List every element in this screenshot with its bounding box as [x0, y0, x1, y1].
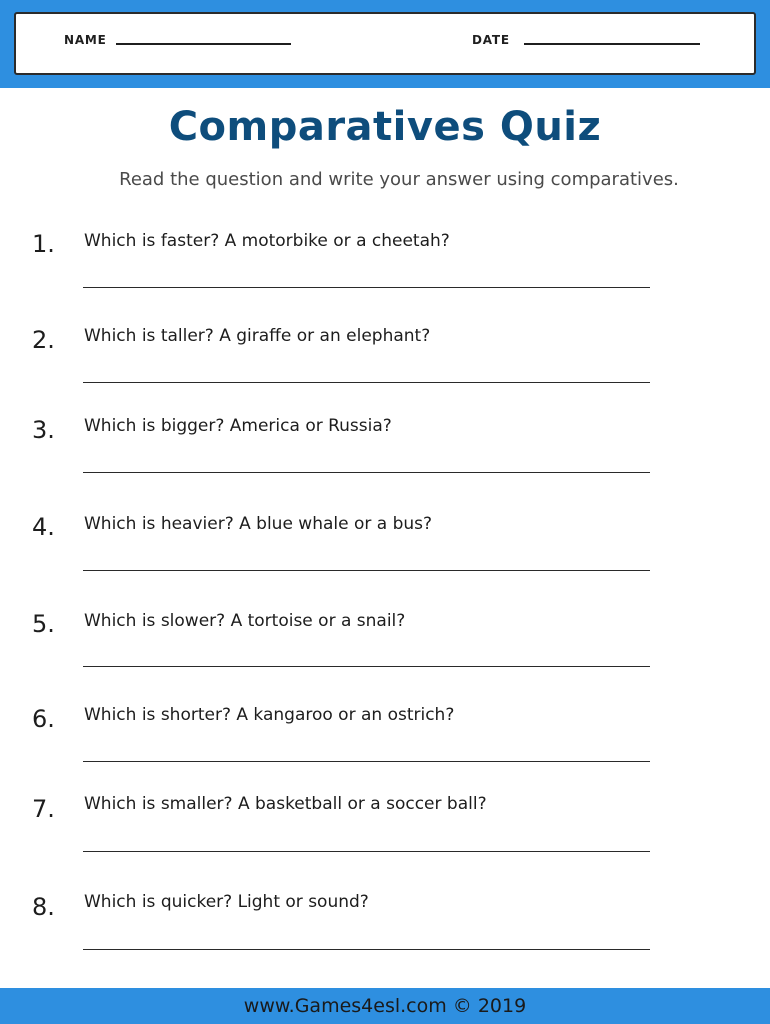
- question-number: 7.: [32, 795, 55, 823]
- question-text: Which is shorter? A kangaroo or an ostrich?: [84, 705, 455, 725]
- question-number: 5.: [32, 610, 55, 638]
- name-field[interactable]: [116, 43, 291, 45]
- answer-line[interactable]: [83, 851, 650, 852]
- answer-line[interactable]: [83, 570, 650, 571]
- question-number: 8.: [32, 893, 55, 921]
- question-number: 1.: [32, 230, 55, 258]
- question-text: Which is bigger? America or Russia?: [84, 416, 392, 436]
- answer-line[interactable]: [83, 287, 650, 288]
- question-text: Which is quicker? Light or sound?: [84, 892, 369, 912]
- answer-line[interactable]: [83, 382, 650, 383]
- question-text: Which is slower? A tortoise or a snail?: [84, 611, 406, 631]
- answer-line[interactable]: [83, 949, 650, 950]
- question-text: Which is taller? A giraffe or an elephant?: [84, 326, 431, 346]
- footer-credit: www.Games4esl.com © 2019: [243, 995, 527, 1017]
- answer-line[interactable]: [83, 472, 650, 473]
- question-text: Which is smaller? A basketball or a soccer ball?: [84, 794, 487, 814]
- answer-line[interactable]: [83, 761, 650, 762]
- question-text: Which is faster? A motorbike or a cheetah?: [84, 231, 450, 251]
- date-field[interactable]: [524, 43, 700, 45]
- instructions: Read the question and write your answer using comparatives.: [119, 169, 679, 190]
- date-label: DATE: [472, 33, 510, 47]
- name-label: NAME: [64, 33, 107, 47]
- page-title: Comparatives Quiz: [168, 104, 602, 150]
- question-number: 6.: [32, 705, 55, 733]
- question-number: 3.: [32, 416, 55, 444]
- answer-line[interactable]: [83, 666, 650, 667]
- question-number: 4.: [32, 513, 55, 541]
- question-number: 2.: [32, 326, 55, 354]
- question-text: Which is heavier? A blue whale or a bus?: [84, 514, 433, 534]
